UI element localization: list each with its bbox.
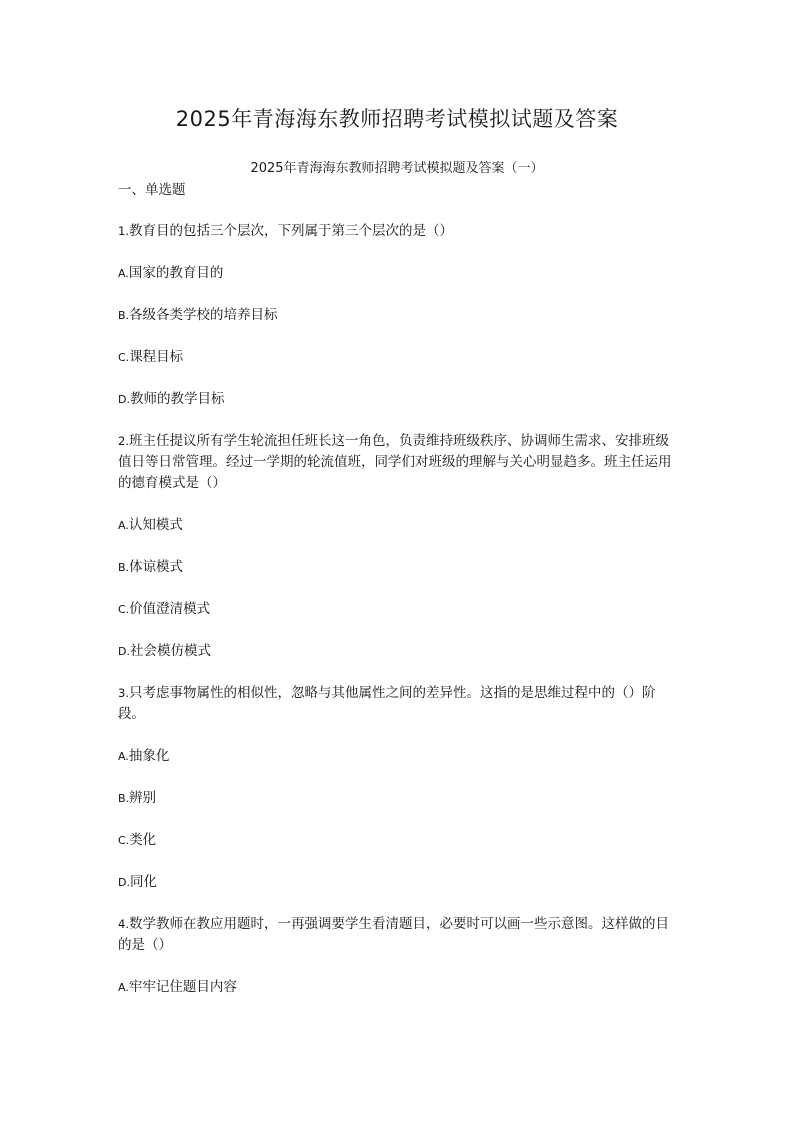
option-text: 各级各类学校的培养目标 <box>129 307 278 323</box>
document-body <box>118 180 678 1019</box>
option-text: 类化 <box>129 832 157 848</box>
document-title: 2025年青海海东教师招聘考试模拟试题及答案 <box>175 107 619 131</box>
option-text: 认知模式 <box>128 517 183 533</box>
question-text: 教育目的包括三个层次，下列属于第三个层次的是（） <box>128 223 453 239</box>
question-number: 1. <box>118 224 129 238</box>
option-text: 国家的教育目的 <box>128 265 224 281</box>
question-stem <box>118 914 678 956</box>
option-letter: A. <box>118 981 129 994</box>
question-1 <box>118 221 678 410</box>
option-text: 辨别 <box>129 790 157 806</box>
option-letter: D. <box>118 393 130 406</box>
question-4 <box>118 914 678 998</box>
question-text: 数学教师在教应用题时，一再强调要学生看清题目，必要时可以画一些示意图。这样做的目的是（） <box>118 916 669 953</box>
option-a <box>118 977 678 998</box>
option-text: 课程目标 <box>129 349 184 365</box>
question-stem <box>118 221 678 242</box>
option-text: 体谅模式 <box>129 559 184 575</box>
question-2 <box>118 431 678 662</box>
option-b <box>118 788 678 809</box>
question-text: 班主任提议所有学生轮流担任班长这一角色，负责维持班级秩序、协调师生需求、安排班级值日等日常管理。经过一学期的轮流值班，同学们对班级的理解与关心明显趋多。班主任运用的德育模式是（） <box>118 433 672 491</box>
option-a <box>118 746 678 767</box>
option-text: 牢牢记住题目内容 <box>128 979 237 995</box>
option-c <box>118 347 678 368</box>
option-letter: B. <box>118 792 130 805</box>
option-a <box>118 263 678 284</box>
option-d <box>118 641 678 662</box>
option-letter: D. <box>118 876 130 889</box>
question-3 <box>118 683 678 893</box>
question-number: 4. <box>118 917 129 931</box>
question-stem <box>118 683 678 725</box>
question-number: 3. <box>118 686 129 700</box>
option-d <box>118 389 678 410</box>
option-letter: B. <box>118 561 130 574</box>
document-subtitle: 2025年青海海东教师招聘考试模拟题及答案（一） <box>250 161 544 176</box>
option-b <box>118 305 678 326</box>
option-b <box>118 557 678 578</box>
option-letter: A. <box>118 750 129 763</box>
option-text: 抽象化 <box>128 748 170 764</box>
section-heading: 一、单选题 <box>118 182 186 198</box>
option-text: 社会模仿模式 <box>129 643 211 659</box>
option-text: 价值澄清模式 <box>129 601 211 617</box>
option-letter: B. <box>118 309 130 322</box>
option-text: 教师的教学目标 <box>129 391 225 407</box>
option-d <box>118 872 678 893</box>
option-letter: A. <box>118 519 129 532</box>
question-text: 只考虑事物属性的相似性，忽略与其他属性之间的差异性。这指的是思维过程中的（）阶段。 <box>118 685 656 722</box>
option-a <box>118 515 678 536</box>
option-letter: C. <box>118 603 130 616</box>
option-text: 同化 <box>129 874 157 890</box>
question-number: 2. <box>118 434 129 448</box>
option-letter: C. <box>118 351 130 364</box>
option-c <box>118 599 678 620</box>
option-c <box>118 830 678 851</box>
question-stem <box>118 431 678 494</box>
option-letter: D. <box>118 645 130 658</box>
option-letter: C. <box>118 834 130 847</box>
option-letter: A. <box>118 267 129 280</box>
